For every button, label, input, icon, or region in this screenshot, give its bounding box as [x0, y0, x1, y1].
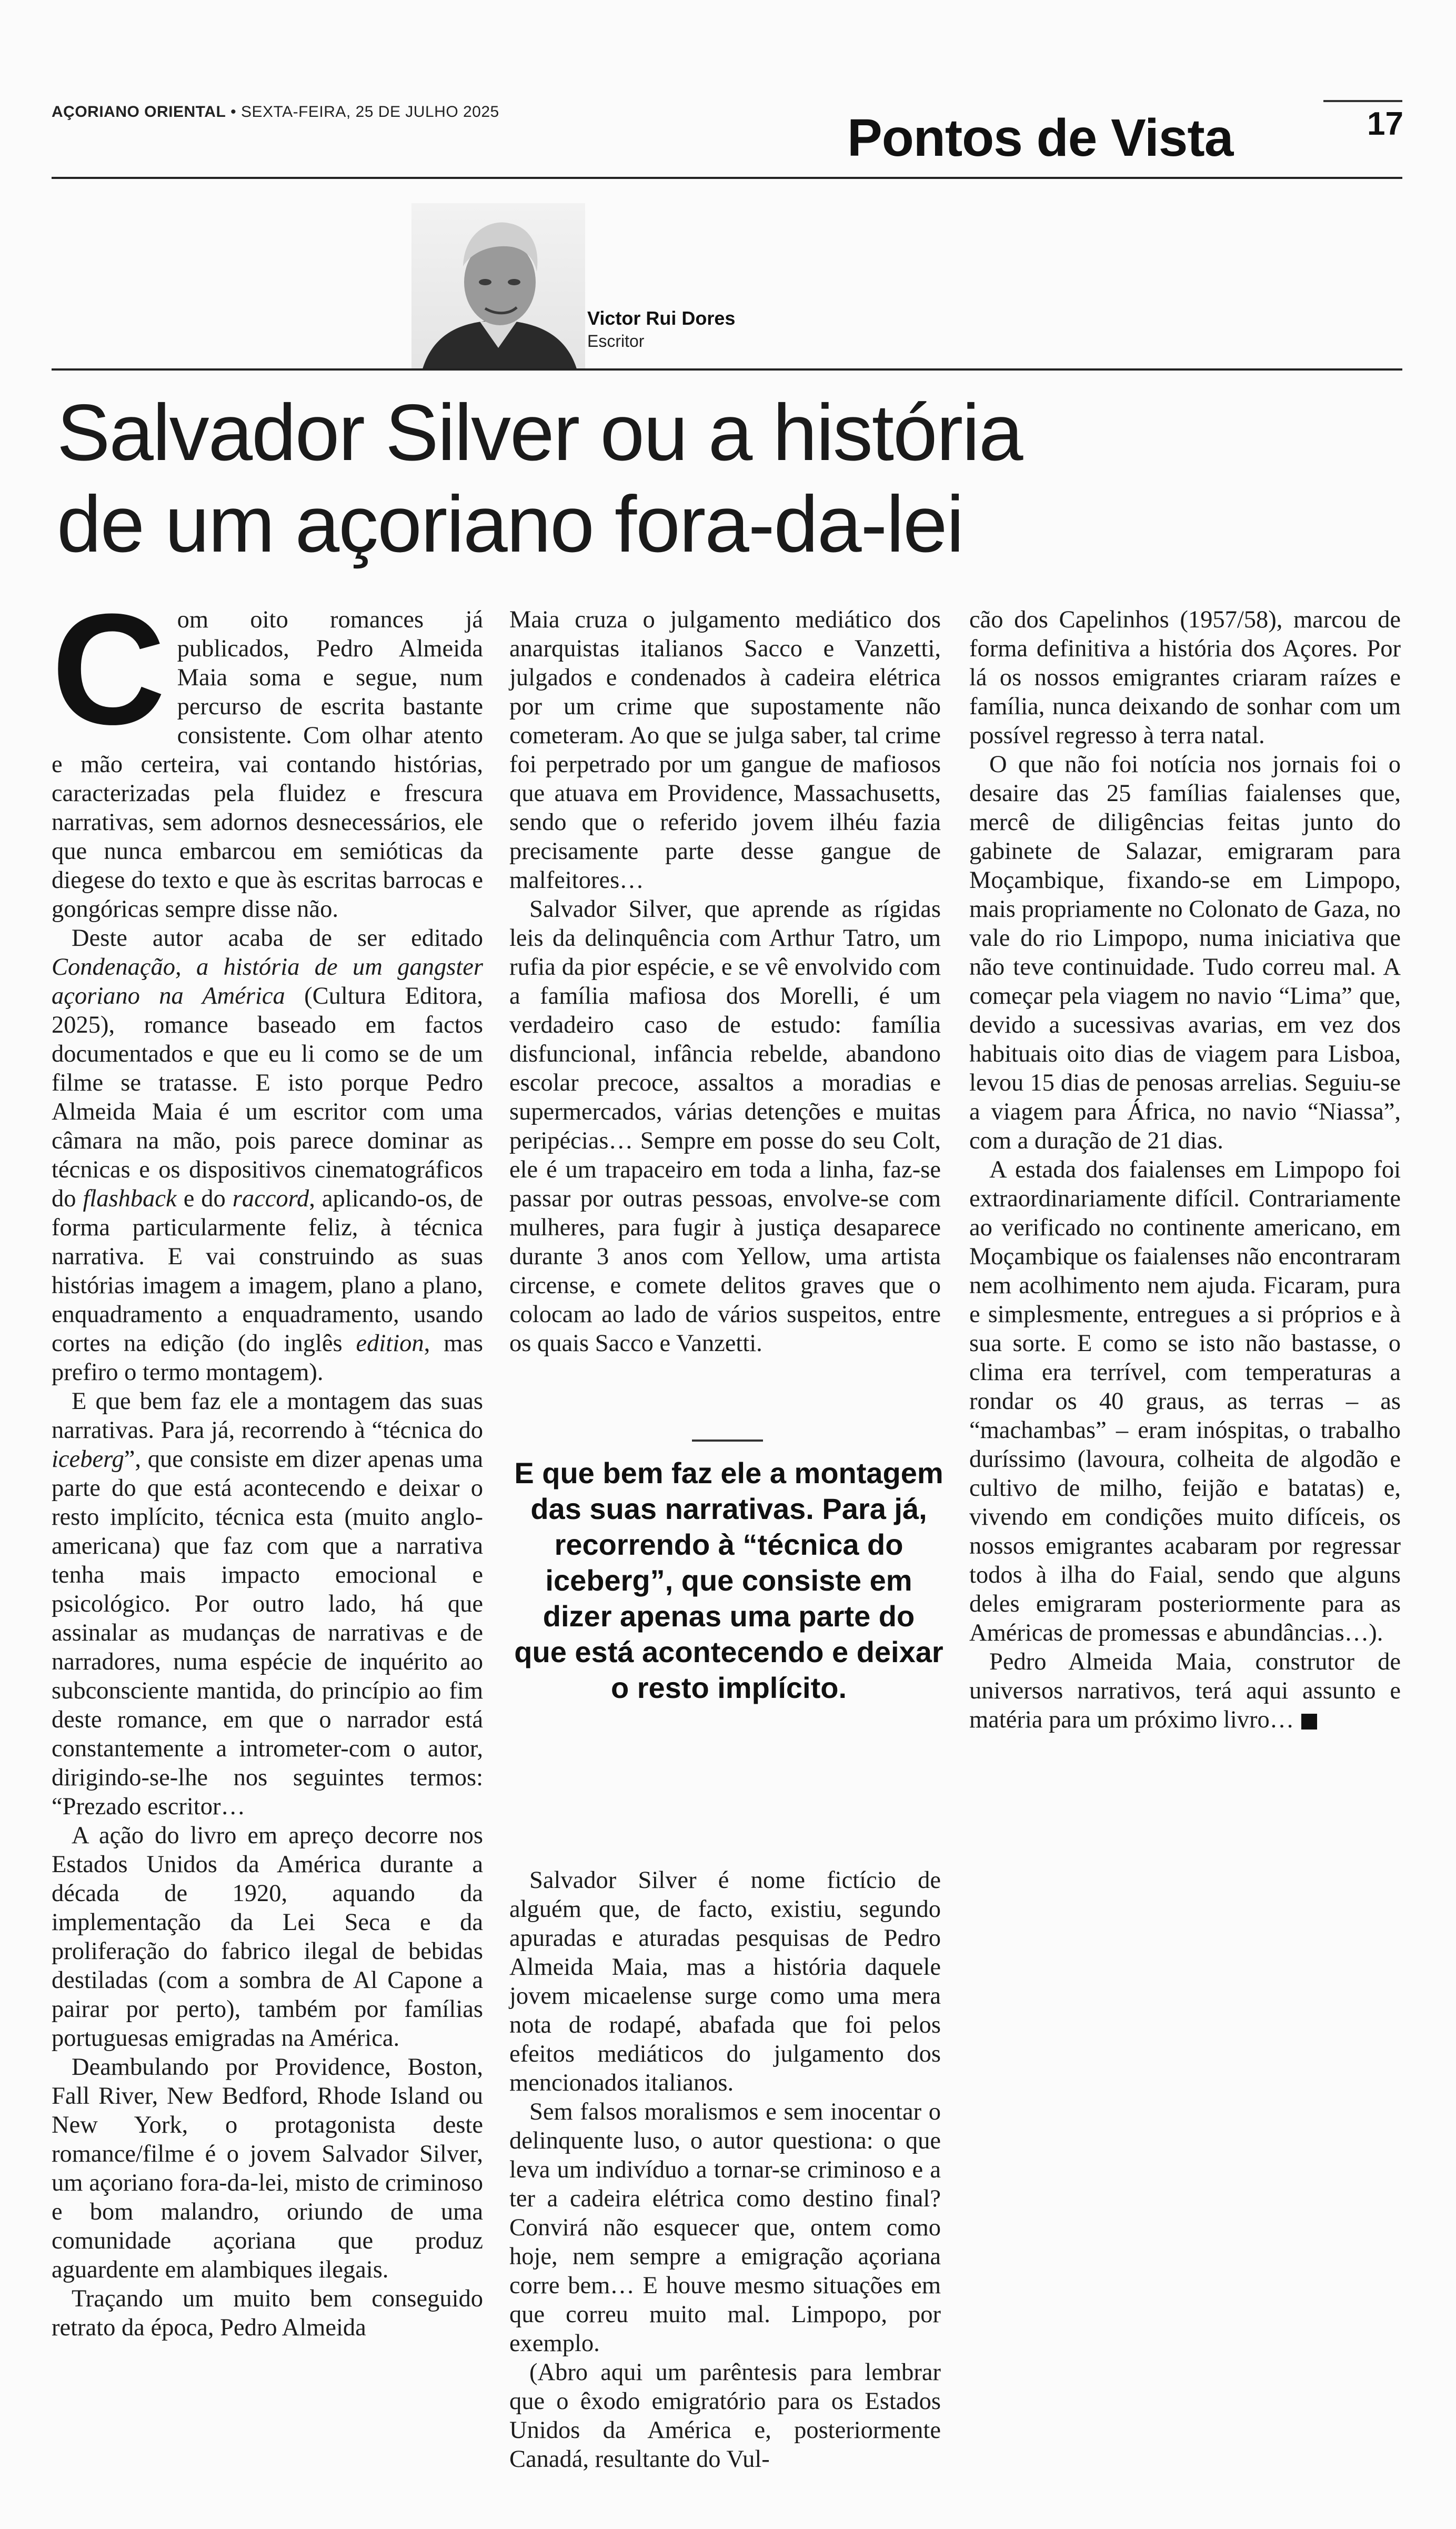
paragraph: Traçando um muito bem conseguido retrato da época, Pedro Almeida: [52, 2285, 483, 2341]
paragraph: Deambulando por Providence, Boston, Fall River, New Bedford, Rhode Island ou New York, o protagonista deste romance/filme é o jovem Salvador Silver, um açoriano fora-da-lei, misto de criminoso e bom malandro, oriundo de uma comunidade açoriana que produz aguardente em alambiques ilegais.: [52, 2054, 483, 2283]
paragraph: A estada dos faialenses em Limpopo foi extraordinariamente difícil. Contrariamente ao verificado no continente americano, em Moçambique os faialenses não encontraram nem acolhimento nem ajuda. Ficaram, pura e simplesmente, entregues a si próprios e à sua sorte. E como se isto não bastasse, o clima era terrível, com temperaturas a rondar os 40 graus, as terras – as “machambas” – eram inóspitas, o trabalho duríssimo (lavoura, colheita de algodão e cultivo de milho, feijão e batatas) e, vivendo em condições muito difíceis, os nossos emigrantes acabaram por regressar todos à ilha do Faial, sendo que alguns deles emigraram posteriormente para as Américas de promessas e abundâncias…).: [969, 1156, 1401, 1646]
end-of-article-icon: [1301, 1714, 1317, 1730]
paragraph: Pedro Almeida Maia, construtor de universos narrativos, terá aqui assunto e matéria para um próximo livro…: [969, 1648, 1401, 1733]
headline-line-1: Salvador Silver ou a história: [57, 388, 1022, 477]
article-column-2: [509, 605, 941, 1358]
drop-cap: C: [52, 581, 166, 757]
paragraph: Deste autor acaba de ser editado Condenação, a história de um gangster açoriano na América (Cultura Editora, 2025), romance baseado em factos documentados e que eu li como se de um filme se tratasse. E isto porque Pedro Almeida Maia é um escritor com uma câmara na mão, pois parece dominar as técnicas e os dispositivos cinematográficos do flashback e do raccord, aplicando-os, de forma particularmente feliz, à técnica narrativa. E vai construindo as suas histórias imagem a imagem, plano a plano, enquadramento a enquadramento, usando cortes na edição (do inglês edition, mas prefiro o termo montagem).: [52, 925, 484, 1386]
paragraph: Salvador Silver é nome fictício de alguém que, de facto, existiu, segundo apuradas e aturadas pesquisas de Pedro Almeida Maia, mas a história daquele jovem micaelense surge como uma mera nota de rodapé, abafada que foi pelos efeitos mediáticos do julgamento dos mencionados italianos.: [509, 1867, 941, 2096]
paragraph: Maia cruza o julgamento mediático dos anarquistas italianos Sacco e Vanzetti, julgados e condenados à cadeira elétrica por um crime que supostamente não cometeram. Ao que se julga saber, tal crime foi perpetrado por um gangue de mafiosos que atuava em Providence, Massachusetts, sendo que o referido jovem ilhéu fazia precisamente parte desse gangue de malfeitores…: [509, 606, 941, 894]
article-column-1: [52, 581, 484, 2342]
author-role: Escritor: [587, 332, 645, 351]
article-headline: [57, 387, 1372, 570]
paragraph: Sem falsos moralismos e sem inocentar o delinquente luso, o autor questiona: o que leva um indivíduo a tornar-se criminoso e a ter a cadeira elétrica como destino final? Convirá não esquecer que, ontem como hoje, nem sempre a emigração açoriana corre bem… E houve mesmo situações em que correu muito mal. Limpopo, por exemplo.: [509, 2098, 941, 2357]
author-portrait-icon: [411, 203, 585, 371]
author-photo: [411, 203, 585, 371]
page-number: 17: [1367, 106, 1403, 142]
pull-quote: E que bem faz ele a montagem das suas narrativas. Para já, recorrendo à “técnica do iceberg”, que consiste em dizer apenas uma parte do que está acontecendo e deixar o resto implícito.: [514, 1456, 943, 1704]
book-title: Condenação, a história de um gangster açoriano na América: [52, 954, 483, 1009]
paragraph: Salvador Silver, que aprende as rígidas leis da delinquência com Arthur Tatro, um rufia da pior espécie, e se vê envolvido com a família mafiosa dos Morelli, é um verdadeiro caso de estudo: família disfuncional, infância rebelde, abandono escolar precoce, assaltos a moradias e supermercados, várias detenções e muitas peripécias… Sempre em posse do seu Colt, ele é um trapaceiro em toda a linha, faz-se passar por outras pessoas, envolve-se com mulheres, para fugir à justiça desaparece durante 3 anos com Yellow, uma artista circense, e comete delitos graves que o colocam ao lado de vários suspeitos, entre os quais Sacco e Vanzetti.: [509, 896, 941, 1357]
header-divider: [52, 177, 1402, 179]
section-title: Pontos de Vista: [847, 108, 1233, 167]
byline-divider: [52, 368, 1402, 371]
paragraph: (Abro aqui um parêntesis para lembrar que o êxodo emigratório para os Estados Unidos da América e, posteriormente Canadá, resultante do Vul-: [509, 2359, 941, 2473]
article-column-3: [969, 605, 1401, 1734]
paragraph: E que bem faz ele a montagem das suas narrativas. Para já, recorrendo à “técnica do iceberg”, que consiste em dizer apenas uma parte do que está acontecendo e deixar o resto implícito, técnica esta (muito anglo-americana) que faz com que a narrativa tenha mais impacto emocional e psicológico. Por outro lado, há que assinalar as mudanças de narrativas e de narradores, numa espécie de inquérito ao subconsciente mantida, do princípio ao fim deste romance, em que o narrador está constantemente a intrometer-com o autor, dirigindo-se-lhe nos seguintes termos: “Prezado escritor…: [52, 1388, 483, 1820]
article-column-2-continued: [509, 1866, 941, 2474]
pullquote-rule: [692, 1440, 763, 1442]
masthead-line: [52, 103, 499, 121]
page-number-rule: [1323, 100, 1402, 102]
publication-name: AÇORIANO ORIENTAL: [52, 103, 226, 121]
author-name: Victor Rui Dores: [587, 307, 736, 329]
headline-line-2: de um açoriano fora-da-lei: [57, 479, 963, 569]
paragraph: Com oito romances já publicados, Pedro Almeida Maia soma e segue, num percurso de escrita bastante consistente. Com olhar atento e mão certeira, vai contando histórias, caracterizadas pela fluidez e frescura narrativas, sem adornos desnecessários, ele que nunca embarcou em semióticas da diegese do texto e que às escritas barrocas e gongóricas sempre disse não.: [52, 581, 483, 923]
issue-date: • SEXTA-FEIRA, 25 DE JULHO 2025: [230, 103, 499, 121]
paragraph: A ação do livro em apreço decorre nos Estados Unidos da América durante a década de 1920, aquando da implementação da Lei Seca e da proliferação do fabrico ilegal de bebidas destiladas (com a sombra de Al Capone a pairar por perto), também por famílias portuguesas emigradas na América.: [52, 1822, 483, 2052]
paragraph: O que não foi notícia nos jornais foi o desaire das 25 famílias faialenses que, mercê de diligências feitas junto do gabinete de Salazar, emigraram para Moçambique, fixando-se em Limpopo, mais propriamente no Colonato de Gaza, no vale do rio Limpopo, numa iniciativa que não teve continuidade. Tudo correu mal. A começar pela viagem no navio “Lima” que, devido a sucessivas avarias, em vez dos habituais oito dias de viagem para Lisboa, levou 15 dias de penosas arrelias. Seguiu-se a viagem para África, no navio “Niassa”, com a duração de 21 dias.: [969, 751, 1401, 1154]
paragraph: cão dos Capelinhos (1957/58), marcou de forma definitiva a história dos Açores. Por lá os nossos emigrantes criaram raízes e família, nunca deixando de sonhar com um possível regresso à terra natal.: [969, 606, 1401, 749]
